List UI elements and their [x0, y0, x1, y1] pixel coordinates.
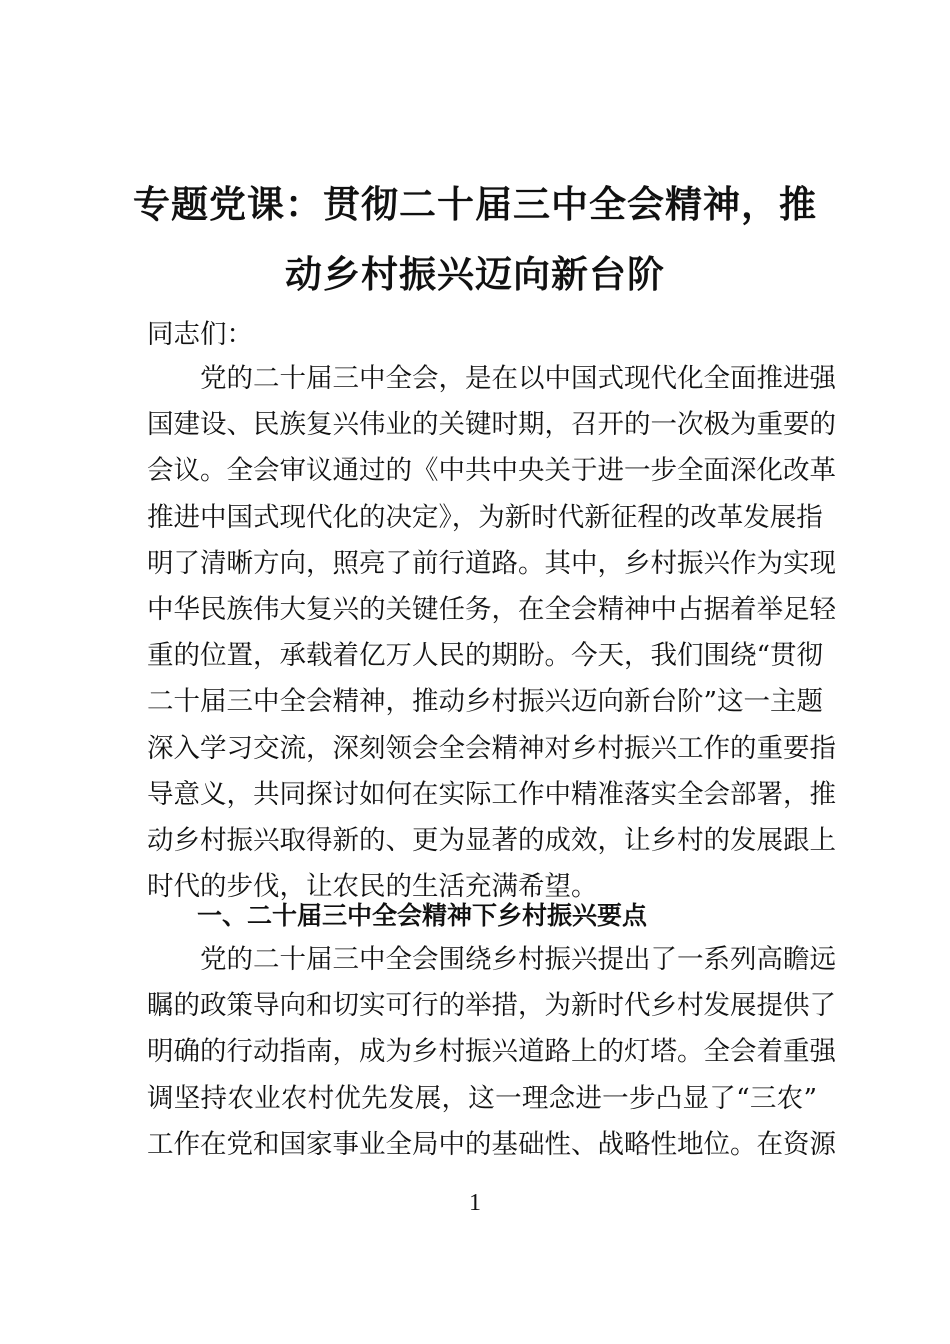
paragraph-line: 时代的步伐，让农民的生活充满希望。	[147, 871, 598, 903]
paragraph-line: 会议。全会审议通过的《中共中央关于进一步全面深化改革	[147, 455, 836, 487]
paragraph-1	[147, 356, 836, 910]
greeting: 同志们：	[147, 319, 253, 350]
section-heading-1: 一、二十届三中全会精神下乡村振兴要点	[197, 901, 648, 930]
paragraph-line: 党的二十届三中全会，是在以中国式现代化全面推进强	[200, 363, 836, 394]
paragraph-line: 明了清晰方向，照亮了前行道路。其中，乡村振兴作为实现	[147, 547, 836, 579]
paragraph-line: 瞩的政策导向和切实可行的举措，为新时代乡村发展提供了	[147, 990, 836, 1022]
paragraph-line: 动乡村振兴取得新的、更为显著的成效，让乡村的发展跟上	[147, 824, 836, 856]
page-number: 1	[469, 1190, 481, 1216]
paragraph-line: 推进中国式现代化的决定》，为新时代新征程的改革发展指	[147, 501, 823, 533]
paragraph-line: 深入学习交流，深刻领会全会精神对乡村振兴工作的重要指	[147, 732, 836, 764]
paragraph-line: 国建设、民族复兴伟业的关键时期，召开的一次极为重要的	[147, 409, 836, 441]
paragraph-line: 工作在党和国家事业全局中的基础性、战略性地位。在资源	[147, 1128, 836, 1160]
paragraph-line: 明确的行动指南，成为乡村振兴道路上的灯塔。全会着重强	[147, 1036, 836, 1068]
paragraph-line: 党的二十届三中全会围绕乡村振兴提出了一系列高瞻远	[200, 944, 836, 975]
paragraph-2	[147, 937, 836, 1168]
paragraph-line: 二十届三中全会精神，推动乡村振兴迈向新台阶”这一主题	[147, 686, 824, 718]
paragraph-line: 重的位置，承载着亿万人民的期盼。今天，我们围绕“贯彻	[147, 640, 824, 672]
paragraph-line: 调坚持农业农村优先发展，这一理念进一步凸显了“三农”	[147, 1082, 817, 1114]
paragraph-line: 中华民族伟大复兴的关键任务，在全会精神中占据着举足轻	[147, 593, 836, 625]
document-title-line-2: 动乡村振兴迈向新台阶	[285, 253, 665, 296]
document-title-line-1: 专题党课：贯彻二十届三中全会精神，推	[133, 183, 817, 226]
paragraph-line: 导意义，共同探讨如何在实际工作中精准落实全会部署，推	[147, 778, 836, 810]
